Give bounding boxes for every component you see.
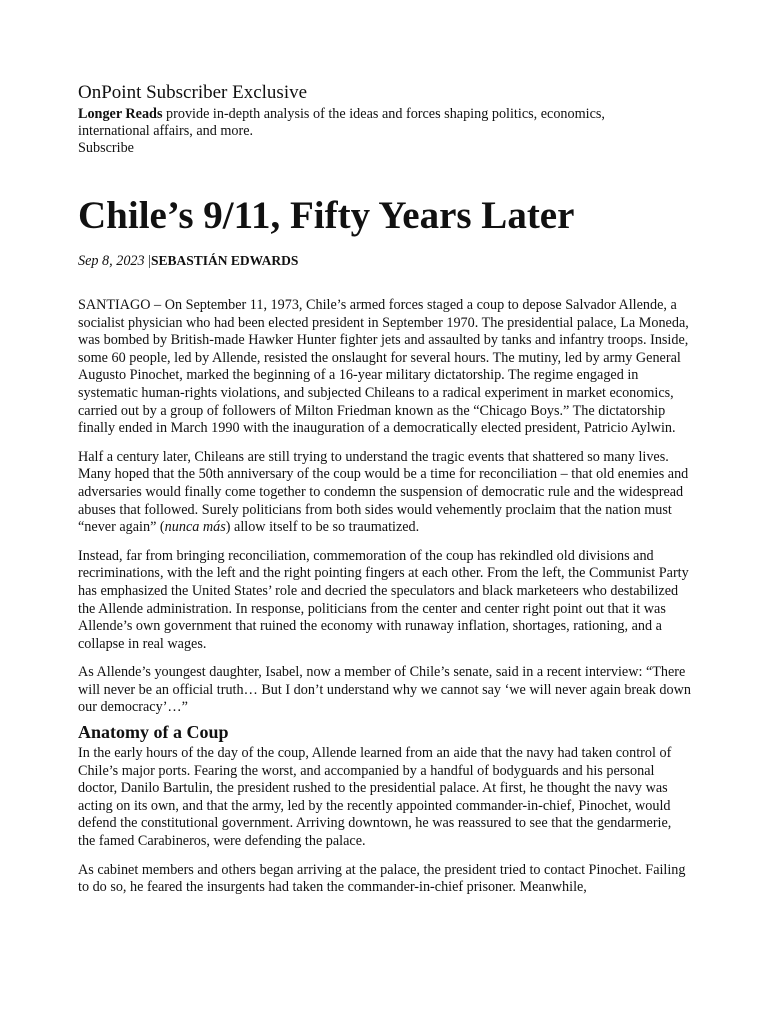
paragraph-6: As cabinet members and others began arriving at the palace, the president tried to contact Pinochet. Failing to do so, he feared the insurgents had taken the commander-in-chief prisoner. Meanwhile, <box>78 861 686 896</box>
promo-title: OnPoint Subscriber Exclusive <box>78 82 308 103</box>
promo-lead-text: provide in-depth analysis of the ideas and forces shaping politics, economics, international affairs, and more. <box>78 106 605 139</box>
section-heading: Anatomy of a Coup <box>78 722 229 743</box>
article-title: Chile’s 9/11, Fifty Years Later <box>78 194 575 237</box>
paragraph-2-italic: nunca más <box>164 519 226 536</box>
subscriber-promo <box>78 82 678 157</box>
paragraph-5: In the early hours of the day of the coup, Allende learned from an aide that the navy had taken control of Chile’s major ports. Fearing the worst, and accompanied by a handful of bodyguards and his personal doctor, Danilo Bartulin, the president rushed to the presidential palace. At first, he thought the navy was acting on its own, and that the army, led by the recently appointed commander-in-chief, Pinochet, would defend the constitutional government. Arriving downtown, he was reassured to see that the gendarmerie, the famed Carabineros, were defending the palace. <box>78 745 672 850</box>
paragraph-4: As Allende’s youngest daughter, Isabel, now a member of Chile’s senate, said in a recent interview: “There will never be an official truth… But I don’t understand why we cannot say ‘we will never again break down our democracy’…” <box>78 664 691 716</box>
promo-description <box>78 106 678 140</box>
promo-lead-bold: Longer Reads <box>78 106 163 122</box>
paragraph-3: Instead, far from bringing reconciliation, commemoration of the coup has rekindled old divisions and recriminations, with the left and the right pointing fingers at each other. From the left, the Communist Party has emphasized the United States’ role and decried the speculators and black marketeers who destabilized the Allende administration. In response, politicians from the center and center right point out that it was Allende’s own government that ruined the economy with runaway inflation, shortages, rationing, and a collapse in real wages. <box>78 547 689 652</box>
paragraph-1: SANTIAGO – On September 11, 1973, Chile’s armed forces staged a coup to depose Salvador Allende, a socialist physician who had been elected president in September 1970. The presidential palace, La Moneda, was bombed by British-made Hawker Hunter fighter jets and assaulted by tanks and infantry troops. Inside, some 60 people, led by Allende, resisted the onslaught for several hours. The mutiny, led by army General Augusto Pinochet, marked the beginning of a 16-year military dictatorship. The regime engaged in systematic human-rights violations, and subjected Chileans to a radical experiment in market economics, carried out by a group of followers of Milton Friedman known as the “Chicago Boys.” The dictatorship finally ended in March 1990 with the inauguration of a democratically elected president, Patricio Aylwin. <box>78 297 689 437</box>
byline <box>78 252 298 270</box>
paragraph-2 <box>78 449 692 537</box>
article-date: Sep 8, 2023 <box>78 253 145 269</box>
article-body <box>78 297 692 908</box>
author-link[interactable]: SEBASTIÁN EDWARDS <box>151 253 299 268</box>
byline-separator: | <box>144 253 151 269</box>
paragraph-2-text-b: ) allow itself to be so traumatized. <box>225 519 420 536</box>
paragraph-2-text-a: Half a century later, Chileans are still trying to understand the tragic events that shattered so many lives. Many hoped that the 50th anniversary of the coup would be a time for reconciliation – that old enemies and adversaries would finally come together to condemn the suspension of democratic rule and the widespread abuses that followed. Surely politicians from both sides would vehemently proclaim that the nation must “never again” ( <box>78 448 689 536</box>
subscribe-link[interactable]: Subscribe <box>78 140 134 156</box>
